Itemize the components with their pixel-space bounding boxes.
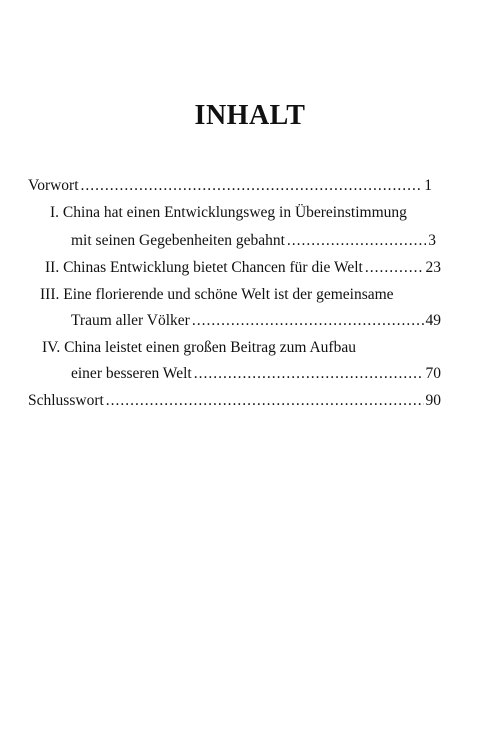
toc-entry-label: Eine florierende und schöne Welt ist der gemeinsame [63, 286, 394, 303]
toc-entry-label [45, 258, 363, 278]
toc-leader-dots [106, 391, 424, 411]
page-title: INHALT [194, 100, 306, 131]
toc-page-number: 3 [428, 232, 436, 249]
toc-entry-label: Schlusswort [28, 392, 104, 409]
toc-chapter-number: IV. [42, 339, 61, 356]
toc-entry-label: einer besseren Welt [71, 365, 192, 382]
toc-entry-label: Traum aller Völker [71, 312, 190, 329]
toc-entry-chapter-4-line1[interactable] [42, 338, 356, 358]
toc-entry-chapter-2[interactable] [45, 258, 441, 278]
toc-entry-foreword[interactable] [28, 176, 432, 196]
toc-entry-label: China hat einen Entwicklungsweg in Übereinstimmung [62, 204, 407, 221]
toc-leader-dots [287, 231, 426, 251]
toc-leader-dots [194, 364, 424, 384]
toc-entry-chapter-3-line2[interactable] [71, 311, 441, 331]
toc-page-number: 70 [425, 365, 441, 382]
toc-page-number: 90 [425, 392, 441, 409]
toc-leader-dots [81, 176, 423, 196]
toc-entry-text: Chinas Entwicklung bietet Chancen für die Welt [63, 259, 363, 276]
toc-chapter-number: I. [50, 204, 60, 221]
toc-page-number: 23 [425, 259, 441, 276]
toc-entry-chapter-1-line1[interactable] [50, 203, 407, 223]
toc-entry-label: mit seinen Gegebenheiten gebahnt [71, 232, 285, 249]
toc-entry-chapter-3-line1[interactable] [40, 285, 394, 305]
toc-entry-chapter-4-line2[interactable] [71, 364, 441, 384]
toc-entry-label: China leistet einen großen Beitrag zum Aufbau [64, 339, 356, 356]
toc-chapter-number: II. [45, 259, 60, 276]
toc-leader-dots [192, 311, 424, 331]
toc-chapter-number: III. [40, 286, 60, 303]
toc-page-number: 49 [425, 312, 441, 329]
toc-page-number: 1 [424, 177, 432, 194]
toc-leader-dots [365, 258, 424, 278]
toc-entry-afterword[interactable] [28, 391, 441, 411]
toc-entry-chapter-1-line2[interactable] [71, 231, 436, 251]
toc-entry-label: Vorwort [28, 177, 79, 194]
